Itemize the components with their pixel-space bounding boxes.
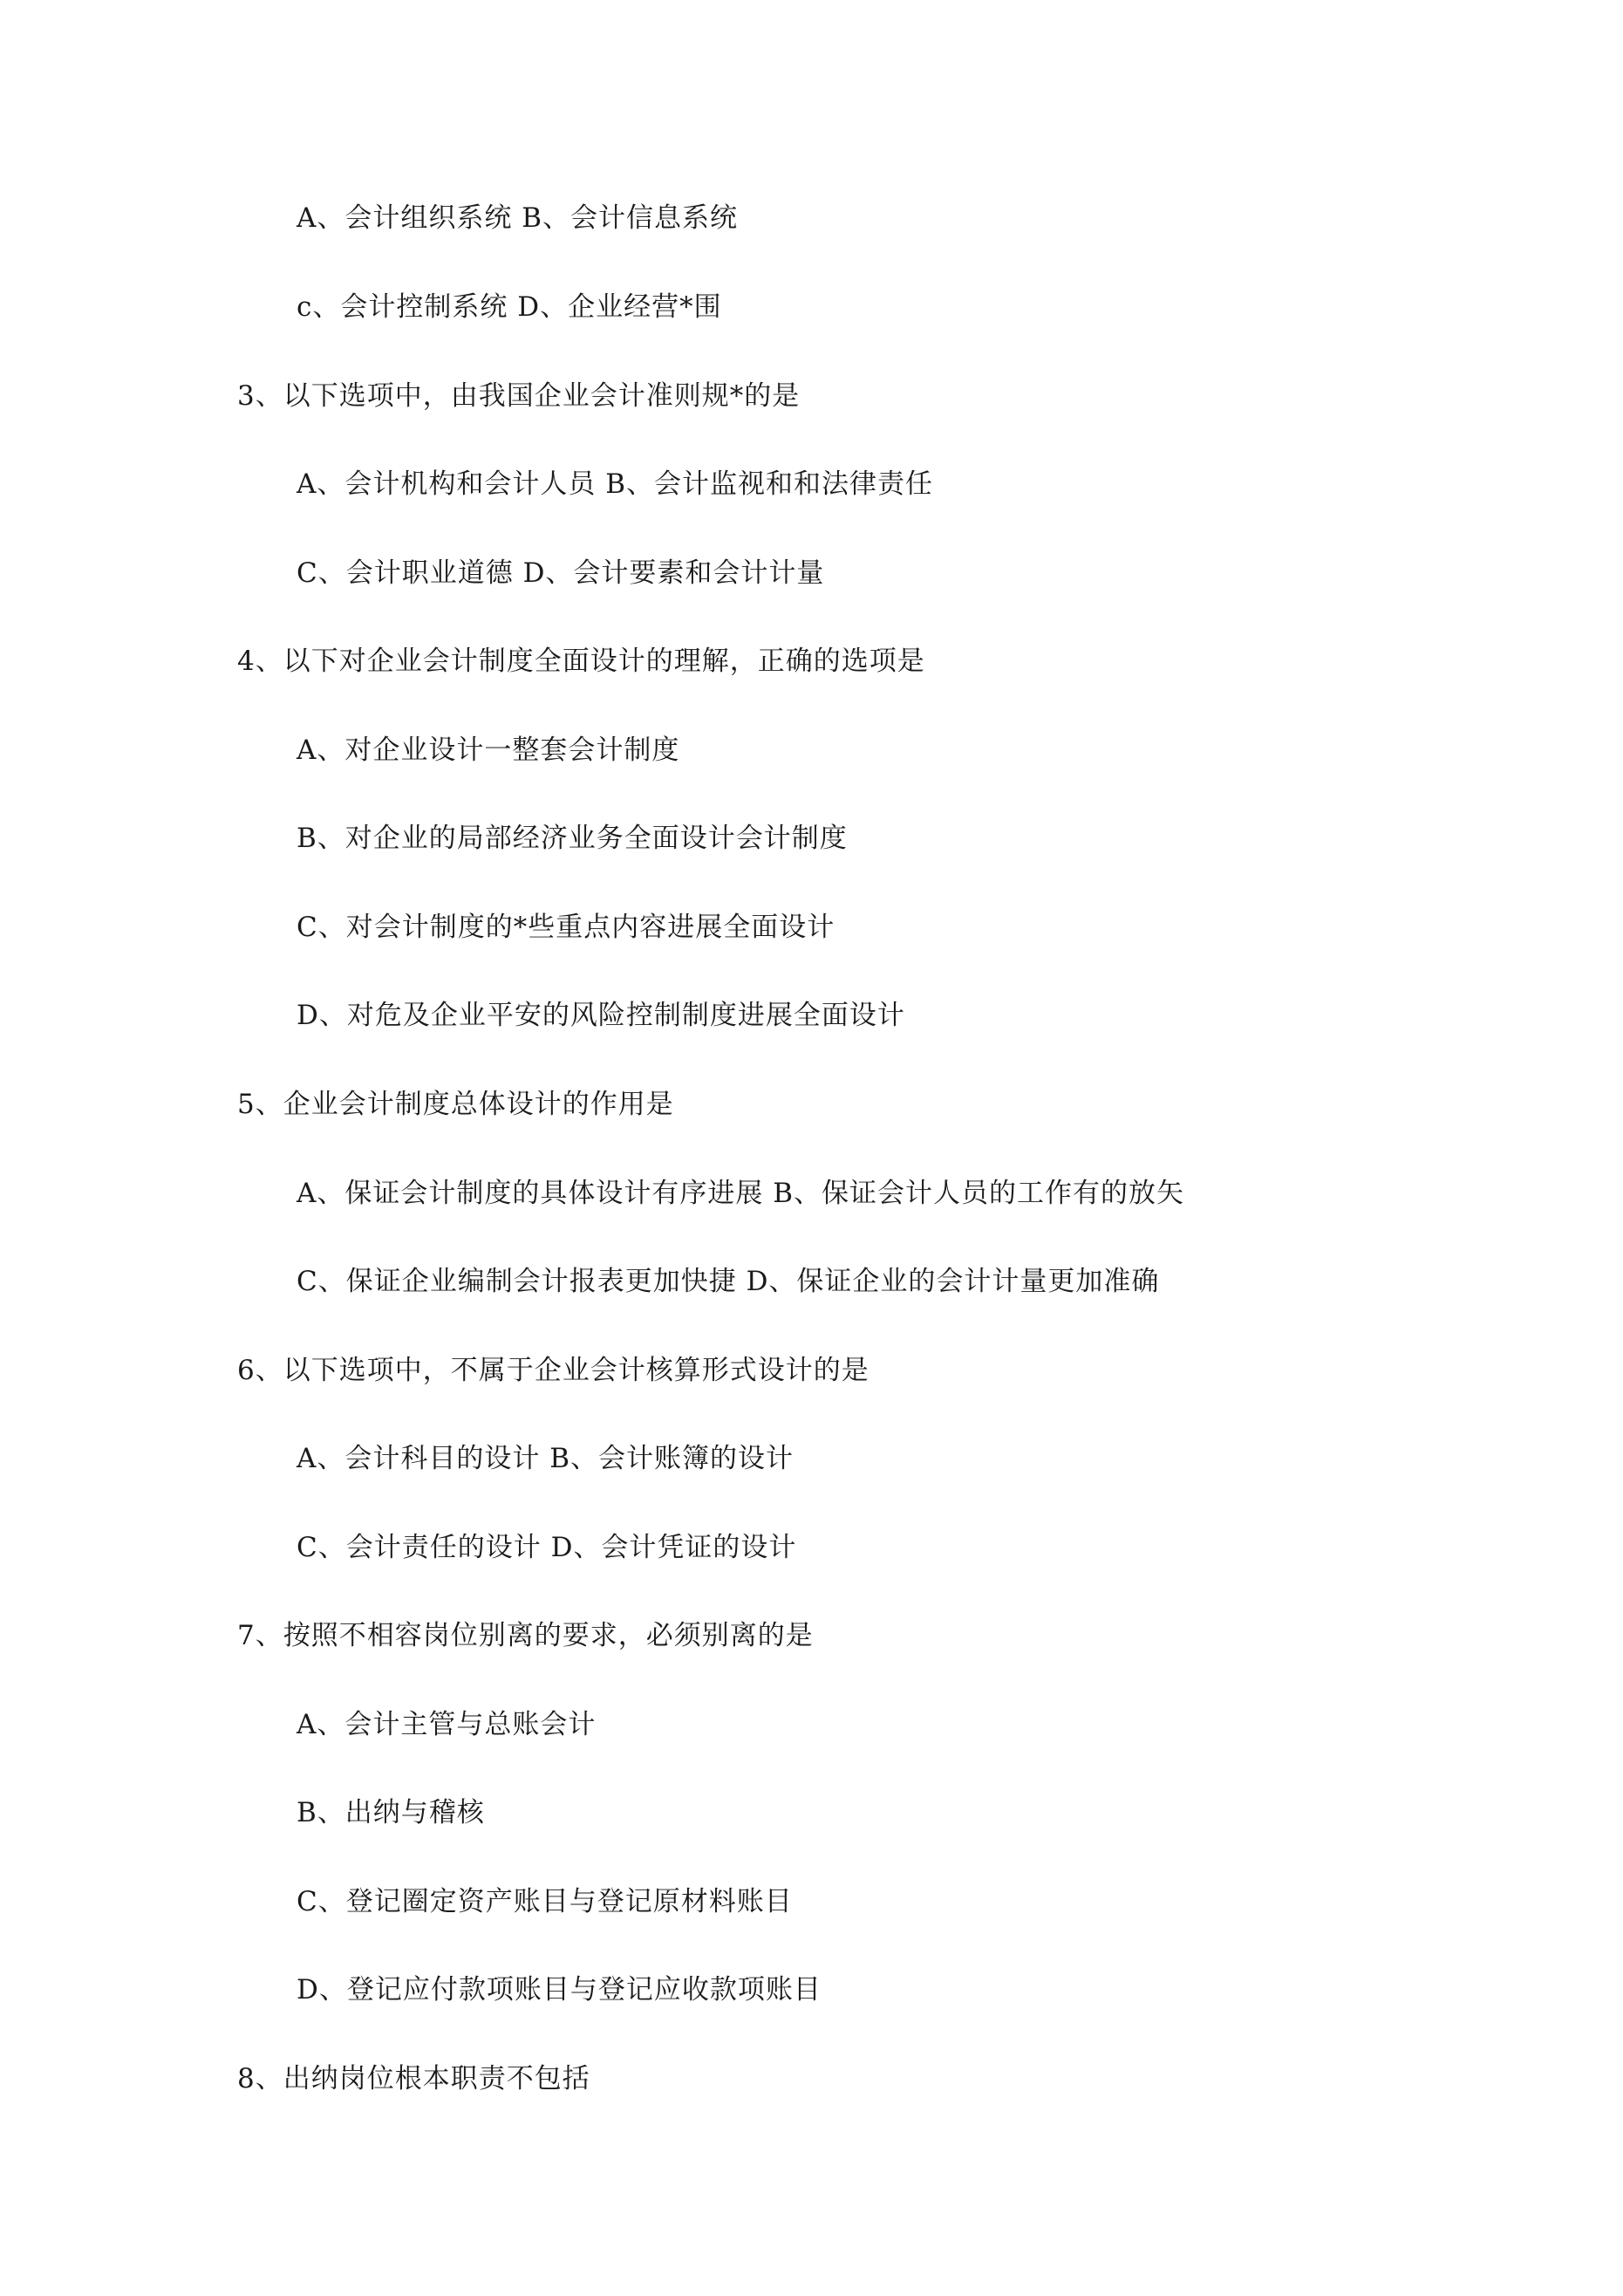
- option-line: B、对企业的局部经济业务全面设计会计制度: [297, 823, 848, 854]
- option-line: A、会计组织系统 B、会计信息系统: [297, 202, 739, 234]
- question-line: 4、以下对企业会计制度全面设计的理解，正确的选项是: [237, 646, 925, 677]
- option-line: C、对会计制度的*些重点内容进展全面设计: [297, 912, 835, 943]
- option-line: C、登记圈定资产账目与登记原材料账目: [297, 1886, 793, 1917]
- option-line: A、会计主管与总账会计: [297, 1709, 597, 1740]
- question-line: 6、以下选项中，不属于企业会计核算形式设计的是: [237, 1355, 869, 1386]
- option-line: A、会计科目的设计 B、会计账簿的设计: [297, 1443, 794, 1474]
- question-line: 3、以下选项中，由我国企业会计准则规*的是: [237, 380, 801, 412]
- option-line: B、出纳与稽核: [297, 1797, 485, 1828]
- question-line: 7、按照不相容岗位别离的要求，必须别离的是: [237, 1620, 814, 1651]
- option-line: C、会计责任的设计 D、会计凭证的设计: [297, 1532, 797, 1563]
- option-line: A、对企业设计一整套会计制度: [297, 735, 680, 766]
- option-line: C、会计职业道德 D、会计要素和会计计量: [297, 557, 825, 589]
- question-line: 5、企业会计制度总体设计的作用是: [237, 1089, 674, 1120]
- option-line: c、会计控制系统 D、企业经营*围: [297, 291, 722, 323]
- question-line: 8、出纳岗位根本职责不包括: [237, 2063, 590, 2094]
- option-line: A、会计机构和会计人员 B、会计监视和和法律责任: [297, 468, 934, 500]
- option-line: C、保证企业编制会计报表更加快捷 D、保证企业的会计计量更加准确: [297, 1266, 1160, 1297]
- option-line: D、对危及企业平安的风险控制制度进展全面设计: [297, 1000, 905, 1031]
- option-line: D、登记应付款项账目与登记应收款项账目: [297, 1974, 822, 2006]
- option-line: A、保证会计制度的具体设计有序进展 B、保证会计人员的工作有的放矢: [297, 1178, 1185, 1209]
